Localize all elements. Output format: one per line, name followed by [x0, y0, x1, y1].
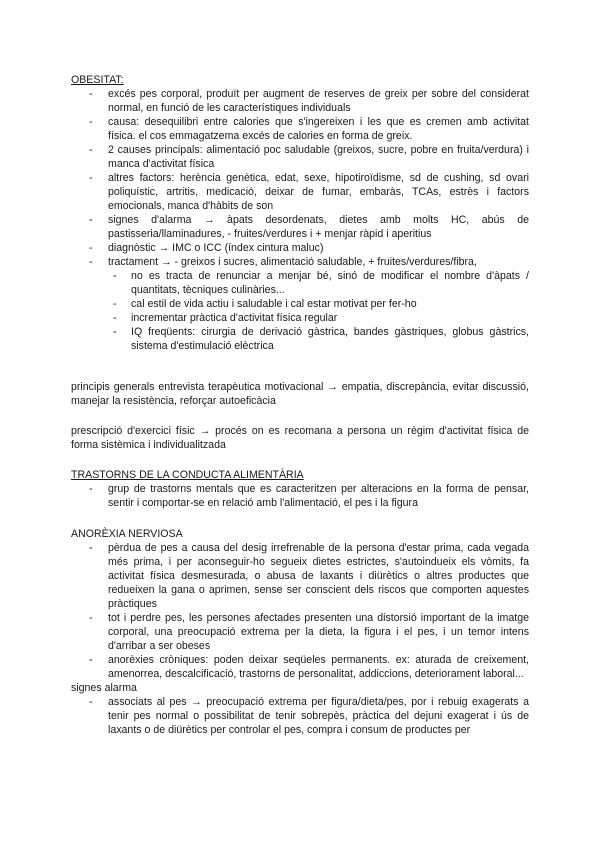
signes-heading: signes alarma — [71, 682, 137, 694]
list-item: - 2 causes principals: alimentació poc saludable (greixos, sucre, pobre en fruita/verdura) i manca d'activitat física — [71, 143, 529, 171]
prescripcio-paragraph: prescripció d'exercici físic → procés on es recomana a persona un règim d'activitat física de forma sistèmica i individualitzada — [71, 425, 529, 451]
list-item: - diagnòstic → IMC o ICC (índex cintura maluc) — [71, 241, 529, 255]
trastorns-heading: TRASTORNS DE LA CONDUCTA ALIMENTÀRIA — [71, 469, 304, 481]
list-item: - associats al pes → preocupació extrema per figura/dieta/pes, por i rebuig exagerats a tenir pes normal o possibilitat de tenir sobrepès, pràctica del dejuni exagerat i ús de laxants o de diürètics per controlar el pes, compra i consum de productes per — [71, 695, 529, 737]
anorexia-section — [71, 527, 529, 737]
list-item: - altres factors: herència genètica, edat, sexe, hipotiroïdisme, sd de cushing, sd ovari poliquístic, artritis, medicació, deixar de fumar, embaràs, TCAs, estrès i factors emocionals, manca d'hàbits de son — [71, 171, 529, 213]
anorexia-list — [71, 541, 529, 681]
list-item: - anorèxies cròniques: poden deixar seqüeles permanents. ex: aturada de creixement, amenorrea, descalcificació, trastorns de personalitat, addiccions, deteriorament laboral... — [71, 653, 529, 681]
list-item: - tractament → - greixos i sucres, alimentació saludable, + fruites/verdures/fibra, — [71, 255, 529, 269]
list-item: - signes d'alarma → àpats desordenats, dietes amb molts HC, abús de pastisseria/llaminadures, - fruites/verdures i + menjar ràpid i aperitius — [71, 213, 529, 241]
sub-list-item: - IQ freqüents: cirurgia de derivació gàstrica, bandes gàstriques, globus gàstrics, sistema d'estimulació elèctrica — [71, 325, 529, 353]
tractament-sublist — [71, 269, 529, 353]
list-item: - excés pes corporal, produït per augment de reserves de greix per sobre del considerat normal, en funció de les característiques individuals — [71, 87, 529, 115]
sub-list-item: - no es tracta de renunciar a menjar bé, sinó de modificar el nombre d'àpats / quantitats, tècniques culinàries... — [71, 269, 529, 297]
trastorns-section — [71, 468, 529, 510]
list-item: - causa: desequilibri entre calories que s'ingereixen i les que es cremen amb activitat física. el cos emmagatzema excés de calories en forma de greix. — [71, 115, 529, 143]
principis-paragraph: principis generals entrevista terapèutica motivacional → empatia, discrepància, evitar discussió, manejar la resistència, reforçar autoeficàcia — [71, 381, 529, 407]
trastorns-list — [71, 482, 529, 510]
obesitat-list — [71, 87, 529, 269]
sub-list-item: - incrementar pràctica d'activitat física regular — [71, 311, 529, 325]
obesitat-heading: OBESITAT: — [71, 74, 124, 86]
list-item: - tot i perdre pes, les persones afectades presenten una distorsió important de la imatge corporal, una preocupació extrema per la dieta, la figura i el pes, i un temor intens d'arribar a ser obeses — [71, 611, 529, 653]
list-item: - grup de trastorns mentals que es caracteritzen per alteracions en la forma de pensar, sentir i comportar-se en relació amb l'alimentació, el pes i la figura — [71, 482, 529, 510]
obesitat-section — [71, 73, 529, 353]
signes-list — [71, 695, 529, 737]
anorexia-heading: ANORÈXIA NERVIOSA — [71, 528, 183, 540]
sub-list-item: - cal estil de vida actiu i saludable i cal estar motivat per fer-ho — [71, 297, 529, 311]
list-item: - pèrdua de pes a causa del desig irrefrenable de la persona d'estar prima, cada vegada més prima, i per aconseguir-ho segueix dietes estrictes, s'autoindueix els vòmits, fa activitat física desmesurada, o abusa de laxants i diürètics o altres productes que redueixen la gana o aprimen, sense ser conscient dels riscos que comporten aquestes pràctiques — [71, 541, 529, 611]
